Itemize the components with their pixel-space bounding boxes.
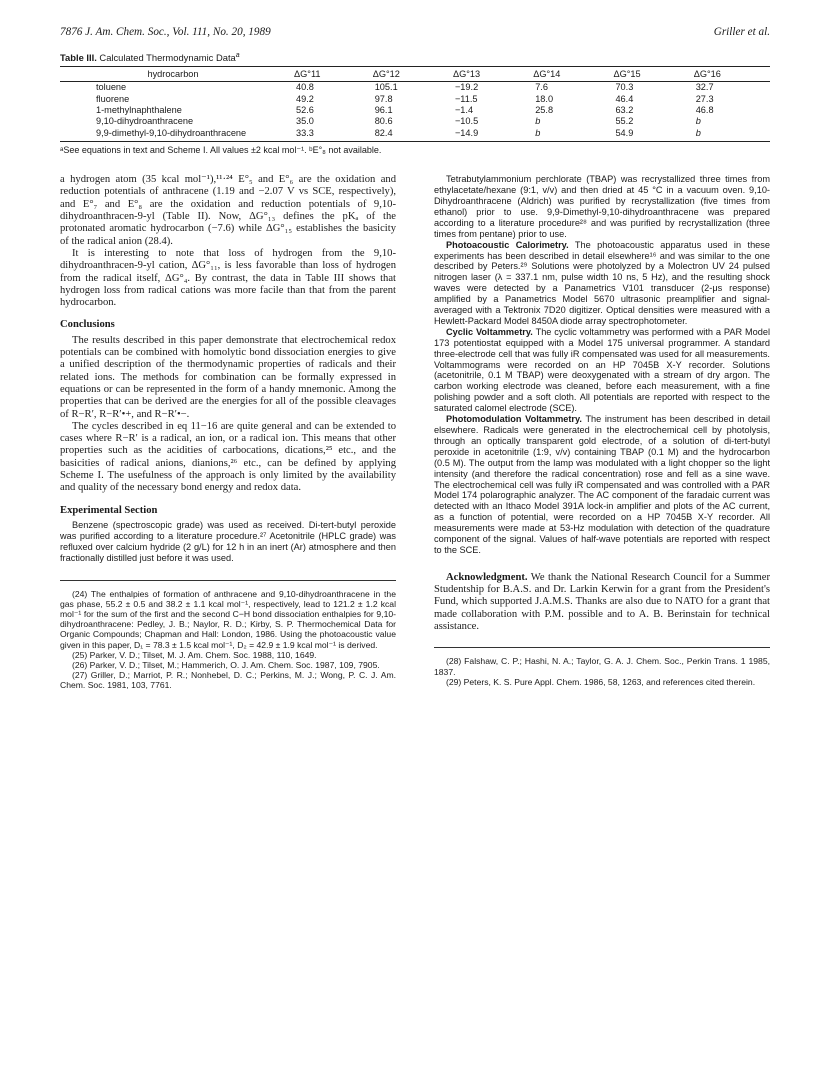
acknowledgment	[434, 572, 770, 633]
table-cell: 70.3	[615, 82, 634, 93]
table-cell: −19.2	[454, 82, 479, 93]
table-cell: 18.0	[535, 93, 554, 104]
subsection-body: The photoacoustic apparatus used in these experiments has been described in detail elsewhere¹⁶ and was similar to the one described by Peters.²⁹ Solutions were photolyzed by a Molectron UV 24 pulsed nitrogen laser (λ = 337.1 nm, pulse width 10 ns, 5 Hz), and the resulting shock waves were detected by a Panametrics V101 transducer (2-μs response) amplified by a Panametrics Model 5670 ultrasonic preamplifier and signal-averaged with a Tektronix 7D20 digitizer. Optical densities were measured with a Hewlett-Packard Model 8450A diode array spectrophotometer.	[434, 239, 770, 326]
table-cell: b	[529, 128, 609, 142]
table-cell: 49.2	[296, 93, 314, 104]
table-cell-name: 9,10-dihydroanthracene	[96, 116, 194, 127]
acknowledgment-body: We thank the National Research Council for a Summer Studentship for B.A.S. and Dr. Larkin Kerwin for a grant from the President's Fund, which supported J.A.M.S. Thanks are also due to NATO for a grant that made collaboration with P.M. possible and to A. B. Berinstain for technical assistance.	[434, 571, 770, 633]
table-cell: 54.9	[609, 128, 689, 142]
references-left	[60, 580, 396, 691]
table-cell: 55.2	[615, 116, 634, 127]
table-cell: b	[690, 128, 770, 142]
table-cell: 35.0	[296, 116, 314, 127]
two-column-body	[60, 174, 770, 894]
section-heading-experimental: Experimental Section	[60, 504, 158, 516]
subsection-cyclic-voltammetry	[434, 327, 770, 414]
subsection-body: The cyclic voltammetry was performed with a PAR Model 173 potentiostat equipped with a Model 175 universal programmer. A standard three-electrode cell that was fully iR compensated was used for all measurements. Voltammograms were recorded on an HP 7045B X-Y recorder. Solutions (acetonitrile, 0.1 M TBAP) were deoxygenated with a stream of dry argon. The carbon working electrode was cleaned, before each measurement, with a fine polishing powder and a soft cloth. All potentials are reported with respect to the saturated calomel electrode (SCE).	[434, 326, 771, 414]
body-paragraph: Tetrabutylammonium perchlorate (TBAP) was recrystallized three times from ethylacetate/hexane (9:1, v/v) and then dried at 45 °C in a vacuum oven. 9,10-Dihydroanthracene (Aldrich) was purified by recrystallization (five times from ethanol) prior to use. 9,9-Dimethyl-9,10-dihydroanthracene was prepared according to a literature procedure²⁸ and was purified by recrystallization (three times from pentane) prior to use.	[434, 174, 770, 239]
table-cell: 63.2	[615, 104, 634, 115]
left-column	[60, 174, 396, 690]
table-row	[60, 105, 770, 116]
subsection-title: Cyclic Voltammetry.	[446, 326, 533, 337]
acknowledgment-title: Acknowledgment.	[446, 571, 528, 583]
reference-item: (27) Griller, D.; Marriot, P. R.; Nonhebel, D. C.; Perkins, M. J.; Wong, P. C. J. Am. Chem. Soc. 1981, 103, 7761.	[60, 670, 396, 691]
reference-item: (29) Peters, K. S. Pure Appl. Chem. 1986, 58, 1263, and references cited therein.	[446, 676, 756, 687]
table-row	[60, 94, 770, 105]
table-cell: 46.8	[695, 104, 714, 115]
subsection-title: Photoacoustic Calorimetry.	[446, 239, 569, 250]
body-paragraph: The cycles described in eq 11−16 are quite general and can be extended to cases where R−R′ is a radical, an ion, or a radical ion. This means that other properties such as the acidities of carbocations, dications,²⁵ etc., and the basicities of radical anions, dianions,²⁶ etc., can be defined by applying Scheme I. The usefulness of the approach is only limited by the availability and quality of the necessary bond energy and redox data.	[60, 420, 396, 494]
table-caption	[60, 52, 770, 63]
table-cell: 46.4	[615, 93, 634, 104]
table-cell: 33.3	[290, 128, 369, 142]
column-header: ΔG°13	[449, 67, 529, 82]
column-header: hydrocarbon	[60, 67, 290, 82]
table-header-row	[60, 67, 770, 82]
reference-item: (26) Parker, V. D.; Tilset, M.; Hammerich, O. J. Am. Chem. Soc. 1987, 109, 7905.	[72, 659, 380, 670]
references-right	[434, 647, 770, 687]
table-cell-name: fluorene	[96, 93, 130, 104]
table-caption-text: Calculated Thermodynamic Data	[99, 52, 236, 64]
table-cell: 32.7	[695, 82, 714, 93]
running-header	[60, 20, 770, 40]
table-cell: 82.4	[369, 128, 449, 142]
body-paragraph: It is interesting to note that loss of hydrogen from the 9,10-dihydroanthracen-9-yl cation, ΔG°₁₁, is less favorable than loss of hydrogen from the radical itself, ΔG°₄. By contrast, the data in Table III shows that hydrogen loss from radical cations was more facile than that from the parent hydrocarbon.	[60, 247, 396, 309]
table-caption-note: a	[235, 52, 240, 59]
table-cell: −11.5	[454, 93, 478, 104]
table-row	[60, 82, 770, 94]
subsection-photoacoustic	[434, 240, 770, 327]
table-cell-name: 1-methylnaphthalene	[96, 104, 182, 115]
right-column	[434, 174, 770, 687]
running-header-left: 7876 J. Am. Chem. Soc., Vol. 111, No. 20, 1989	[60, 26, 271, 38]
body-paragraph: Benzene (spectroscopic grade) was used as received. Di-tert-butyl peroxide was purified according to a literature procedure.²⁷ Acetonitrile (HPLC grade) was refluxed over calcium hydride (2 g/L) for 12 h in an inert (Ar) atmosphere and then fractionally distilled just before it was used.	[60, 519, 396, 563]
subsection-photomodulation	[434, 414, 770, 556]
running-header-right: Griller et al.	[713, 26, 770, 38]
reference-item: (24) The enthalpies of formation of anthracene and 9,10-dihydroanthracene in the gas phase, 55.2 ± 0.5 and 38.2 ± 1.1 kcal mol⁻¹, respectively, lead to 121.2 ± 1.2 kcal mol⁻¹ for the sum of the first and the second C−H bond dissociation enthalpies for 9,10-dihydroanthracene: Pedley, J. B.; Naylor, R. D.; Kirby, S. P. Thermochemical Data for Organic Compounds; Chapman and Hall: London, 1986. Using the photoacoustic value given in this paper, D₁ = 78.3 ± 1.5 kcal mol⁻¹, D₂ = 42.9 ± 1.9 kcal mol⁻¹ is derived.	[60, 588, 396, 650]
column-header: ΔG°15	[609, 67, 689, 82]
reference-item: (25) Parker, V. D.; Tilset, M. J. Am. Chem. Soc. 1988, 110, 1649.	[72, 649, 317, 660]
table-cell: 27.3	[695, 93, 714, 104]
subsection-title: Photomodulation Voltammetry.	[446, 414, 582, 425]
table-cell-name: toluene	[96, 82, 127, 93]
subsection-body: The instrument has been described in detail elsewhere. Radicals were generated in the electrochemical cell by photolysis, through an optically transparent gold electrode, of a solution of di-tert-butyl peroxide in acetonitrile (1:9, v/v) containing TBAP (0.1 M) and the hydrocarbon (0.5 M). The output from the lamp was modulated with a light chopper so the light intensity (and therefore the radical concentration) rose and fell as a sine wave. The electrochemical cell was fully iR compensated and was controlled with a PAR Model 174 polarographic analyzer. The AC component of the faradaic current was detected with an Ithaco Model 391A lock-in amplifier and plots of the AC current, as a function of potential, were recorded on a HP 7045B X-Y recorder. All measurements were made at 53-Hz modulation with detection of the quadrature component of the signal. Values of half-wave potentials are reported with respect to the SCE.	[434, 414, 771, 555]
table-cell: −10.5	[454, 116, 479, 127]
table-cell: 97.8	[374, 93, 393, 104]
table-cell: b	[695, 116, 701, 127]
table-cell: −1.4	[454, 104, 474, 115]
body-paragraph: The results described in this paper demonstrate that electrochemical redox potentials can be combined with homolytic bond dissociation energies to give a unified description of the thermodynamic properties of radicals and their related ions. The methods for combination can be formally expressed in equations or can be represented in the form of a handy mnemonic. Among the properties that can be derived are the energies for all of the possible cleavages of R−R′, R−R′•+, and R−R′•−.	[60, 334, 396, 420]
table-row	[60, 116, 770, 127]
thermodynamic-data-table	[60, 66, 770, 142]
column-header: ΔG°14	[529, 67, 609, 82]
table-cell-name: 9,9-dimethyl-9,10-dihydroanthracene	[60, 128, 290, 142]
section-heading-conclusions: Conclusions	[60, 319, 115, 331]
reference-item: (28) Falshaw, C. P.; Hashi, N. A.; Taylor, G. A. J. Chem. Soc., Perkin Trans. 1 1985, 1837.	[434, 656, 770, 677]
table-cell: 7.6	[535, 82, 548, 93]
table-cell: 40.8	[296, 82, 314, 93]
column-header: ΔG°16	[690, 67, 770, 82]
table-cell: −14.9	[449, 128, 529, 142]
table-cell: 25.8	[535, 104, 554, 115]
body-paragraph: a hydrogen atom (35 kcal mol⁻¹),¹¹·²⁴ E°₅ and E°₆ are the oxidation and reduction potentials of anthracene (1.19 and −2.07 V vs SCE, respectively), and E°₇ and E°₈ are the oxidation and reduction potentials of 9,10-dihydroanthracen-9-yl (Table II). Now, ΔG°₁₃ defines the pKₐ of the protonated aromatic hydrocarbon (−7.6) while ΔG°₁₅ establishes the basicity of the radical anion (28.4).	[60, 174, 396, 247]
column-header: ΔG°11	[290, 67, 369, 82]
column-header: ΔG°12	[369, 67, 449, 82]
table-cell: 52.6	[296, 104, 314, 115]
table-cell: 105.1	[374, 82, 398, 93]
table-row	[60, 128, 770, 142]
table-cell: b	[535, 116, 541, 127]
table-cell: 80.6	[374, 116, 393, 127]
table-cell: 96.1	[374, 104, 393, 115]
journal-page	[60, 20, 770, 894]
table-label: Table III.	[60, 52, 97, 64]
table-footnote: ᵃSee equations in text and Scheme I. All values ±2 kcal mol⁻¹. ᵇE°₈ not available.	[60, 145, 382, 156]
